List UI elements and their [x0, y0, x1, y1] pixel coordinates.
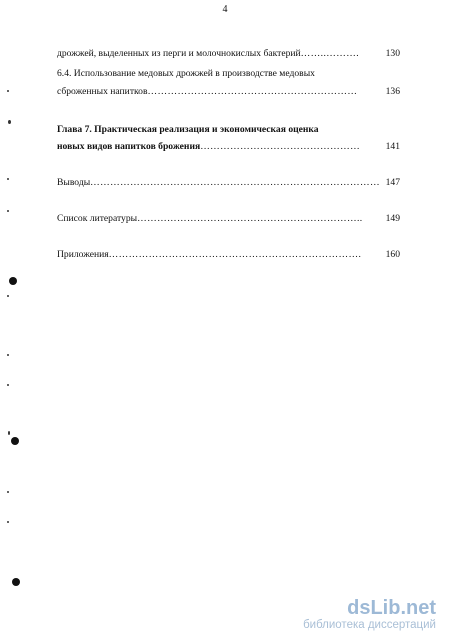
- toc-entry-page: 147: [385, 177, 400, 188]
- toc-entry-page: 136: [385, 86, 400, 97]
- binder-hole-mark: [11, 437, 19, 445]
- toc-entry-title: Список литературы: [57, 213, 138, 224]
- toc-leader-dots: ………………………………………………………: [147, 86, 358, 97]
- toc-leader-dots: …………………………………………………………..: [137, 213, 363, 224]
- toc-chapter-7-title: Глава 7. Практическая реализация и экономическая оценка: [57, 124, 319, 135]
- toc-entry-title: дрожжей, выделенных из перги и молочнокислых бактерий: [57, 48, 301, 59]
- toc-entry-page: 141: [385, 141, 400, 152]
- toc-entry-page: 160: [385, 249, 400, 260]
- watermark-logo: dsLib.net: [347, 597, 436, 619]
- scan-speck: [7, 210, 9, 212]
- scan-speck: [7, 178, 9, 180]
- toc-entry-title: Приложения: [57, 249, 109, 260]
- scan-speck: [7, 384, 9, 386]
- watermark: [303, 598, 436, 632]
- toc-entry-appendices: [57, 249, 400, 261]
- toc-entry-references: [57, 213, 400, 225]
- scan-speck: [7, 521, 9, 523]
- binder-hole-mark: [12, 578, 20, 586]
- scan-speck: [8, 431, 10, 435]
- toc-entry-page: 130: [385, 48, 400, 59]
- toc-entry-title: новых видов напитков брожения: [57, 141, 201, 152]
- scan-speck: [7, 295, 9, 297]
- watermark-subtitle: библиотека диссертаций: [303, 619, 436, 631]
- toc-entry-6-4: [57, 86, 400, 98]
- toc-entry-conclusions: [57, 177, 400, 189]
- scan-speck: [7, 354, 9, 356]
- toc-entry-page: 149: [385, 213, 400, 224]
- scan-speck: [7, 491, 9, 493]
- toc-entry-6-4-title: 6.4. Использование медовых дрожжей в производстве медовых: [57, 68, 315, 79]
- toc-entry-title: Выводы: [57, 177, 91, 188]
- toc-entry-continuation: [57, 48, 400, 60]
- scan-speck: [8, 120, 11, 124]
- page-number: 4: [222, 4, 228, 15]
- toc-leader-dots: ………………………………………………………………….: [108, 249, 362, 260]
- binder-hole-mark: [9, 277, 17, 285]
- toc-leader-dots: …………………………………………: [200, 141, 361, 152]
- toc-chapter-7: [57, 141, 400, 153]
- toc-leader-dots: ……..……….: [300, 48, 360, 59]
- toc-entry-title: сброженных напитков: [57, 86, 148, 97]
- toc-leader-dots: ……………………………………………………………………………: [90, 177, 380, 188]
- scan-speck: [7, 90, 9, 92]
